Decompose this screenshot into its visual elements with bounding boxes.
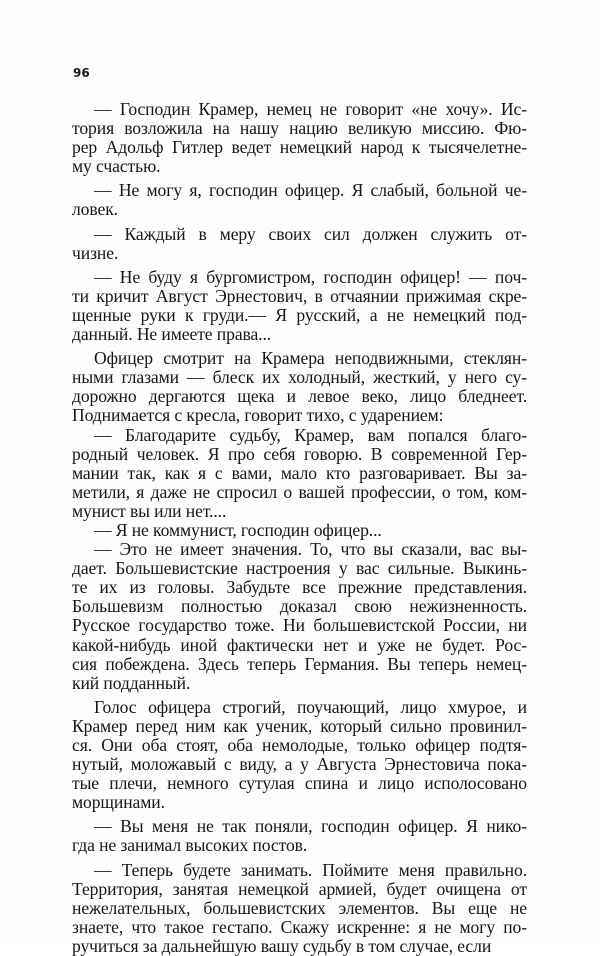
text-line: гда не занимал высоких постов. <box>72 835 308 856</box>
text-line: — Благодарите судьбу, Крамер, вам попался благо- <box>94 424 527 445</box>
text-line: мании так, как я с вами, мало кто разговаривает. Вы за- <box>72 462 527 483</box>
text-line: дает. Большевистские настроения у вас сильные. Выкинь- <box>72 558 527 579</box>
text-line: ручиться за дальнейшую вашу судьбу в том случае, если <box>72 935 492 956</box>
text-line: какой-нибудь иной фактически нет и уже не будет. Рос- <box>72 634 527 655</box>
text-line: знаете, что такое гестапо. Скажу искренне: я не могу по- <box>72 916 527 937</box>
text-line: Территория, занятая немецкой армией, будет очищена от <box>72 878 527 899</box>
paragraph <box>72 349 527 425</box>
body-text <box>72 100 527 956</box>
text-line: — Каждый в меру своих сил должен служить от- <box>94 223 527 244</box>
paragraph <box>72 225 527 263</box>
text-line: Крамер перед ним как ученик, который сильно провинил- <box>72 715 527 736</box>
text-line: — Теперь будете занимать. Поймите меня правильно. <box>94 859 527 880</box>
text-line: — Вы меня не так поняли, господин офицер. Я нико- <box>94 816 527 837</box>
text-line: морщинами. <box>72 792 165 813</box>
text-line: — Это не имеет значения. То, что вы сказали, вас вы- <box>94 539 527 560</box>
text-line: кий подданный. <box>72 672 191 693</box>
text-line: Офицер смотрит на Крамера неподвижными, стеклян- <box>94 348 527 369</box>
paragraph <box>72 817 527 855</box>
text-line: тория возложила на нашу нацию великую миссию. Фю- <box>72 118 527 139</box>
text-line: Русское государство тоже. Ни большевистской России, ни <box>72 615 527 636</box>
text-line: — Не могу я, господин офицер. Я слабый, больной че- <box>94 180 527 201</box>
paragraph <box>72 181 527 219</box>
text-line: ти кричит Август Эрнестович, в отчаянии прижимая скре- <box>72 285 527 306</box>
page-number: 96 <box>73 66 90 80</box>
text-line: — Не буду я бургомистром, господин офицер! — поч- <box>94 266 527 287</box>
text-line: дорожно дергаются щека и левое веко, лицо бледнеет. <box>72 386 527 407</box>
text-line: ся. Они оба стоят, оба немолодые, только офицер подтя- <box>72 735 527 755</box>
text-line: ными глазами — блеск их холодный, жесткий, у него су- <box>72 367 527 388</box>
text-line: данный. Не имеете права... <box>72 324 272 345</box>
text-line: мунист вы или нет.... <box>72 500 227 521</box>
text-line: щенные руки к груди.— Я русский, а не немецкий под- <box>72 304 527 325</box>
text-line: нутый, моложавый с виду, а у Августа Эрнестовича пока- <box>72 754 527 775</box>
text-line: сия побеждена. Здесь теперь Германия. Вы теперь немец- <box>72 653 527 674</box>
text-line: му счастью. <box>72 156 161 177</box>
paragraph <box>72 100 527 176</box>
paragraph <box>72 861 527 956</box>
text-line: — Господин Крамер, немец не говорит «не хочу». Ис- <box>94 99 527 119</box>
paragraph <box>72 426 527 521</box>
text-line: метили, я даже не спросил о вашей профессии, о том, ком- <box>72 481 527 502</box>
text-line: рер Адольф Гитлер ведет немецкий народ к тысячелетне- <box>72 137 527 158</box>
text-line: тые плечи, немного сутулая спина и лицо исполосовано <box>72 773 527 794</box>
text-line: чизне. <box>72 242 119 263</box>
text-line: те их из головы. Забудьте все прежние представления. <box>72 577 527 598</box>
paragraph <box>72 521 527 540</box>
text-line: Голос офицера строгий, поучающий, лицо хмурое, и <box>94 696 527 717</box>
text-line: ловек. <box>72 199 118 220</box>
paragraph <box>72 540 527 693</box>
text-line: — Я не коммунист, господин офицер... <box>94 519 382 540</box>
text-line: родный человек. Я про себя говорю. В современной Гер- <box>72 443 527 464</box>
text-line: Поднимается с кресла, говорит тихо, с ударением: <box>72 405 444 426</box>
paragraph <box>72 698 527 813</box>
text-line: Большевизм полностью доказал свою нежизненность. <box>72 596 527 617</box>
text-line: нежелательных, большевистских элементов. Вы еще не <box>72 897 527 918</box>
paragraph <box>72 268 527 344</box>
